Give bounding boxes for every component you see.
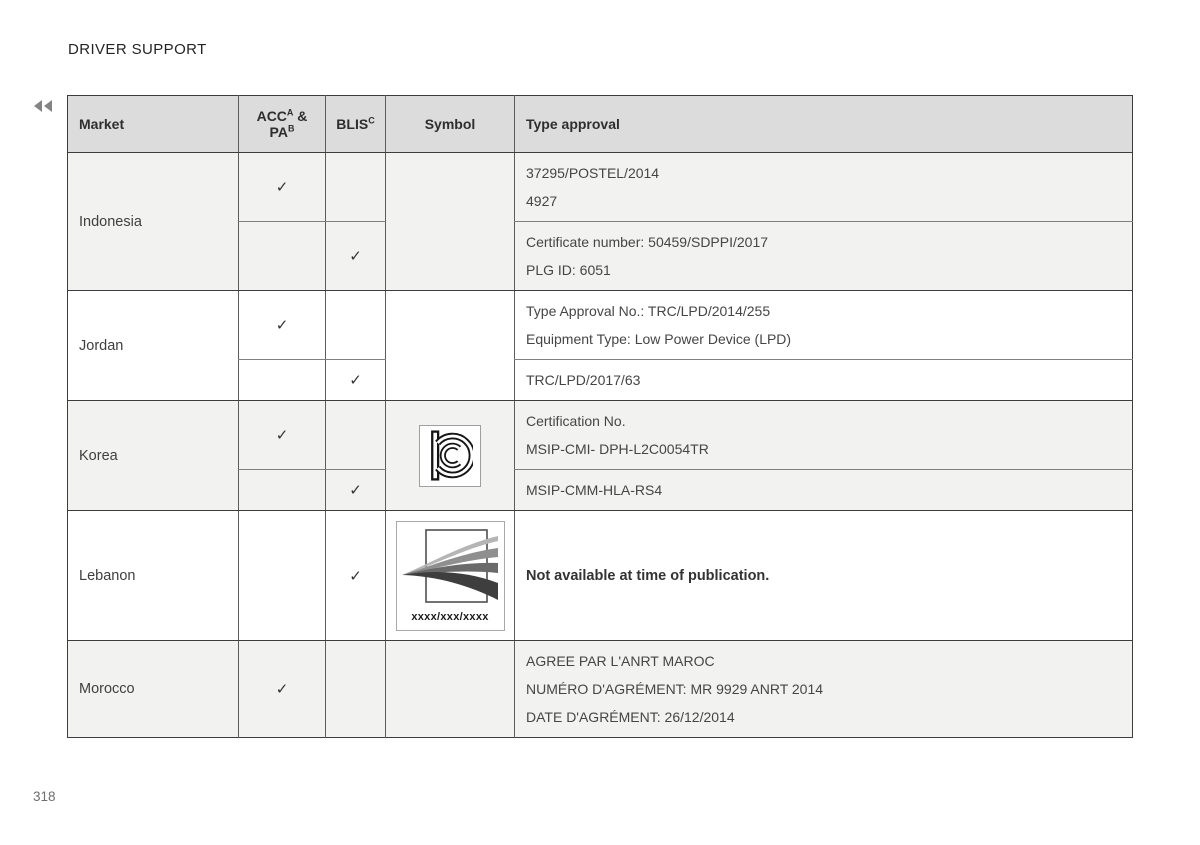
acc-footnote-sup: A [286,107,294,118]
symbol-cell-morocco [386,641,515,738]
market-cell-jordan: Jordan [68,291,239,401]
blis-check-cell-korea-1 [326,401,386,470]
market-cell-lebanon: Lebanon [68,511,239,641]
approval-text: Not available at time of publication. [526,567,770,584]
type-approval-table [67,95,1133,738]
approval-text: PLG ID: 6051 [526,262,611,278]
symbol-cell-korea [386,401,515,511]
acc-check-cell-indonesia-2 [239,222,326,291]
approval-text: Equipment Type: Low Power Device (LPD) [526,331,792,347]
column-header-acc-pa [239,96,326,153]
check-icon: ✓ [349,566,362,585]
blis-check-cell-morocco [326,641,386,738]
approval-text: MSIP-CMM-HLA-RS4 [526,482,663,498]
kc-logo [427,427,473,484]
acc-check-cell-jordan-2 [239,360,326,401]
tra-wave-logo [397,522,504,612]
column-header-market: Market [68,96,239,153]
check-icon: ✓ [349,481,362,499]
symbol-cell-indonesia [386,153,515,291]
approval-cell-korea-2 [515,470,1133,511]
blis-check-cell-lebanon [326,511,386,641]
symbol-cell-lebanon [386,511,515,641]
approval-cell-morocco [515,641,1133,738]
tra-lebanon-mark-icon [396,521,505,631]
approval-cell-korea-1 [515,401,1133,470]
check-icon: ✓ [275,178,289,196]
approval-cell-jordan-1 [515,291,1133,360]
approval-cell-lebanon [515,511,1133,641]
approval-cell-indonesia-2 [515,222,1133,291]
column-header-type-approval: Type approval [515,96,1133,153]
blis-label: BLIS [336,116,369,132]
acc-check-cell-korea-2 [239,470,326,511]
blis-check-cell-jordan-1 [326,291,386,360]
market-cell-indonesia: Indonesia [68,153,239,291]
acc-check-cell-korea [239,401,326,470]
table-header-row [68,96,1133,153]
table-row-morocco [68,641,1133,738]
tra-mark-label: xxxx/xxx/xxxx [411,610,489,623]
approval-cell-indonesia-1 [515,153,1133,222]
previous-page-icon[interactable] [34,99,54,111]
acc-check-cell-lebanon [239,511,326,641]
check-icon: ✓ [349,247,362,265]
check-icon: ✓ [349,371,362,389]
approval-text: MSIP-CMI- DPH-L2C0054TR [526,441,709,457]
acc-check-cell-morocco [239,641,326,738]
blis-check-cell-indonesia-1 [326,153,386,222]
double-left-triangles-icon [34,100,54,112]
approval-text: 37295/POSTEL/2014 [526,165,660,181]
symbol-cell-jordan [386,291,515,401]
page-title: DRIVER SUPPORT [68,41,207,58]
approval-text: TRC/LPD/2017/63 [526,372,641,388]
table-row-indonesia-1 [68,153,1133,222]
pa-label: PA [269,124,288,140]
check-icon: ✓ [275,426,289,444]
blis-check-cell-korea [326,470,386,511]
column-header-symbol: Symbol [386,96,515,153]
market-cell-morocco: Morocco [79,681,135,697]
blis-footnote-sup: C [368,115,375,126]
approval-text: Type Approval No.: TRC/LPD/2014/255 [526,303,771,319]
approval-text: Certificate number: 50459/SDPPI/2017 [526,234,769,250]
check-icon: ✓ [275,680,289,698]
table-row-lebanon [68,511,1133,641]
kc-certification-mark-icon [419,425,481,487]
table-row-jordan-1 [68,291,1133,360]
acc-label: ACC [256,108,287,124]
amp-label: & [293,108,308,124]
approval-text: Certification No. [526,413,626,429]
acc-check-cell-indonesia [239,153,326,222]
page-number: 318 [33,789,56,804]
acc-check-cell-jordan [239,291,326,360]
table-row-korea-1 [68,401,1133,470]
approval-text: NUMÉRO D'AGRÉMENT: MR 9929 ANRT 2014 [526,681,824,697]
approval-text: DATE D'AGRÉMENT: 26/12/2014 [526,709,735,725]
approval-cell-jordan-2 [515,360,1133,401]
pa-footnote-sup: B [287,123,295,134]
blis-check-cell-indonesia [326,222,386,291]
check-icon: ✓ [275,316,289,334]
market-cell-korea: Korea [68,401,239,511]
column-header-blis [326,96,386,153]
approval-text: AGREE PAR L'ANRT MAROC [526,653,715,669]
blis-check-cell-jordan [326,360,386,401]
approval-text: 4927 [526,193,558,209]
